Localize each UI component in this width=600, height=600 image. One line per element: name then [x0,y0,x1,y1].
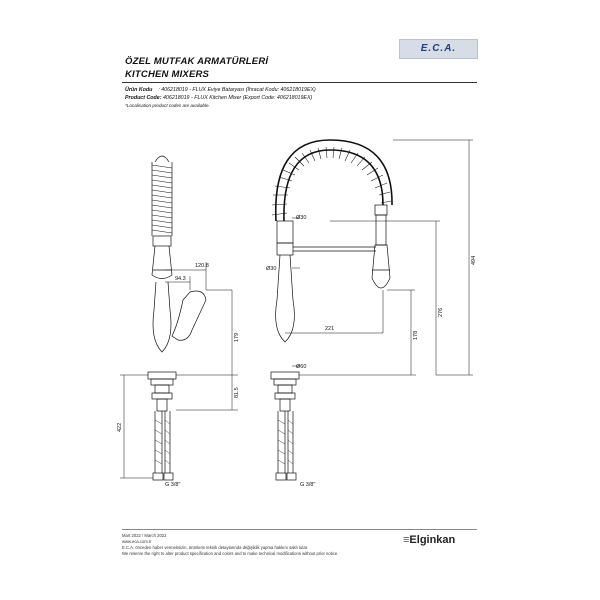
footer-disclaimer-en: We reserve the right to alter product specification and colors and to make technical modifications without prior notice. [122,551,339,556]
thread-left: G 3/8" [165,482,181,488]
dim-81-5: 81.5 [234,387,240,398]
side-view-faucet [271,140,392,480]
dim-276: 276 [438,307,444,317]
dim-221: 221 [325,326,335,332]
title-english: KITCHEN MIXERS [125,69,210,80]
elginkan-logo [403,534,455,546]
product-code-tr-label: Ürün Kodu [125,87,153,93]
footer-rule [122,529,477,530]
dim-179: 179 [234,332,240,342]
product-code-tr-value: : 406218019 - FLUX Eviye Bataryası (İhracat Kodu: 406218019EX) [158,87,316,93]
elginkan-brand-text: Elginkan [409,534,456,546]
footer-disclaimer-tr: E.C.A. önceden haber vermeksizin, ürünlerin teknik detaylarında değişiklik yapma hakkını saklı tutar. [122,545,309,550]
dim-422: 422 [117,422,123,432]
dia-30-mid: Ø30 [266,266,277,272]
side-view-dimension-lines [285,140,473,375]
front-view-dimension-lines [120,262,238,478]
dia-60: Ø60 [296,364,307,370]
product-code-en-label: Product Code: [125,95,162,101]
title-turkish: ÖZEL MUTFAK ARMATÜRLERİ [125,56,269,67]
dim-94-3: 94.3 [175,276,186,282]
eca-logo-text: E.C.A. [420,43,457,54]
thread-right: G 3/8" [300,482,316,488]
elginkan-mark-icon: ≡ [403,534,410,546]
footer-date: Mart 2022 / March 2022 [122,533,167,538]
front-view-faucet [148,156,206,480]
dim-178: 178 [413,330,419,340]
dimension-labels [117,215,477,488]
dim-494: 494 [471,255,477,265]
footer-web: www.eca.com.tr [122,539,152,544]
product-code-en-value: 406218019 - FLUX Kitchen Mixer (Export Code: 406218019EX) [162,95,313,101]
localisation-note: *Localisation product codes are available. [125,103,210,108]
dim-120-8: 120.8 [195,263,209,269]
dia-30-top: Ø30 [296,215,307,221]
